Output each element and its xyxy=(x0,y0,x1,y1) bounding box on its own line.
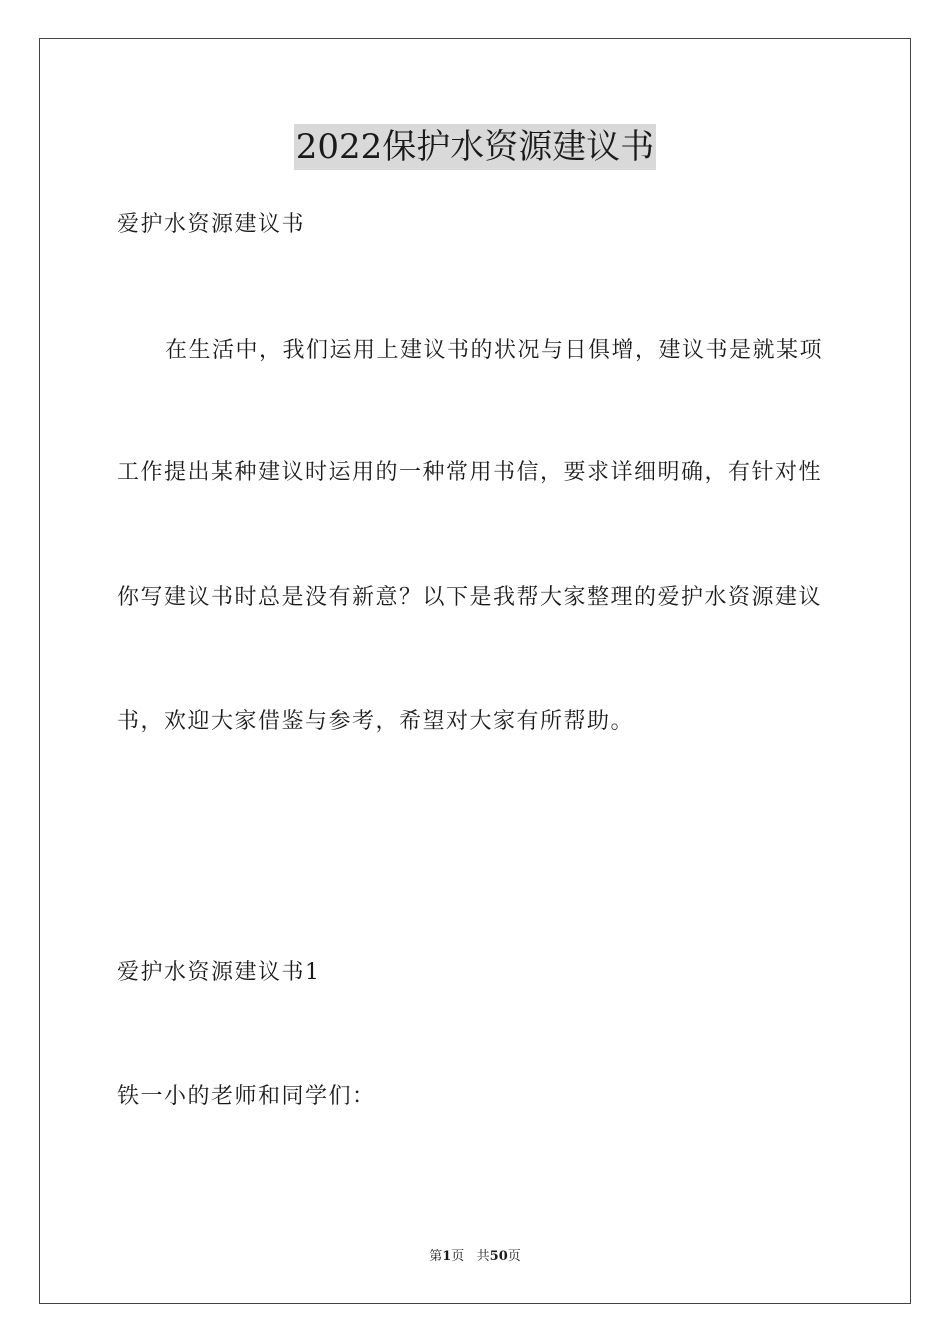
footer-suffix: 页 xyxy=(507,1249,521,1264)
footer-current-page: 1 xyxy=(442,1249,452,1264)
footer-mid: 页 共 xyxy=(451,1249,490,1264)
paragraph-line-4: 书，欢迎大家借鉴与参考，希望对大家有所帮助。 xyxy=(117,709,635,734)
page-footer xyxy=(0,1248,950,1266)
footer-total-pages: 50 xyxy=(489,1249,508,1264)
subtitle: 爱护水资源建议书 xyxy=(117,212,306,237)
footer-prefix: 第 xyxy=(429,1249,443,1264)
document-title-wrapper xyxy=(0,124,950,170)
section-heading: 爱护水资源建议书1 xyxy=(117,960,321,985)
paragraph-line-3: 你写建议书时总是没有新意？以下是我帮大家整理的爱护水资源建议 xyxy=(117,585,823,610)
paragraph-line-1: 在生活中，我们运用上建议书的状况与日俱增，建议书是就某项 xyxy=(165,338,824,363)
paragraph-line-2: 工作提出某种建议时运用的一种常用书信，要求详细明确，有针对性 xyxy=(117,460,823,485)
salutation: 铁一小的老师和同学们： xyxy=(117,1084,376,1109)
document-title: 2022保护水资源建议书 xyxy=(294,124,657,170)
